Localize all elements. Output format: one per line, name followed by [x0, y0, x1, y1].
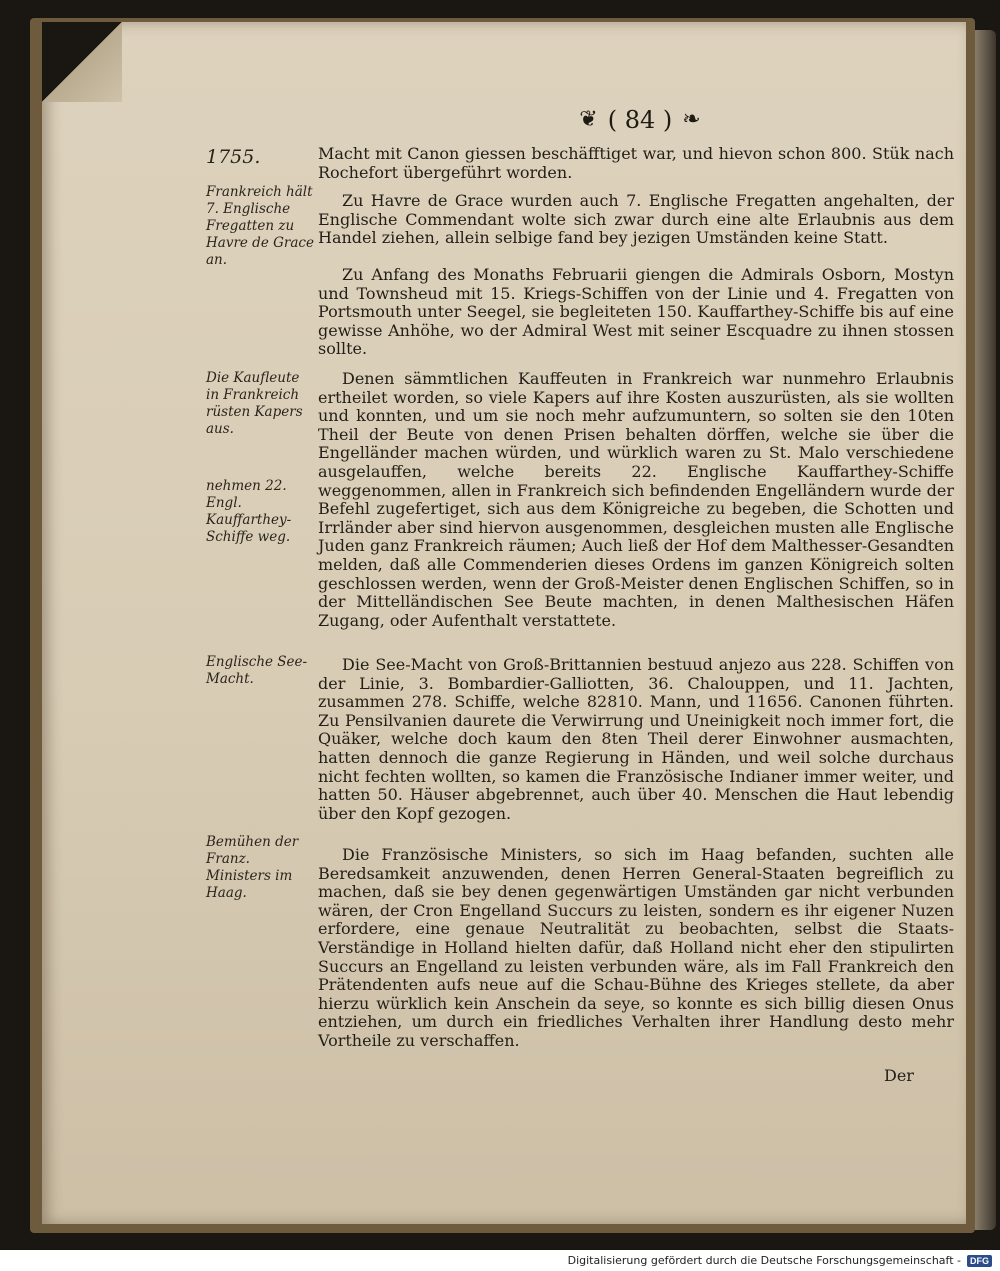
margin-note-fregatten: Frankreich hält 7. Englische Fregatten zu Havre de Grace an. [206, 184, 314, 268]
page-header [530, 100, 750, 140]
folded-corner [42, 22, 122, 102]
page-number: ( 84 ) [607, 106, 673, 134]
year-marker: 1755. [206, 146, 261, 168]
footer-credit: Digitalisierung gefördert durch die Deutsche Forschungsgemeinschaft - [567, 1254, 961, 1267]
paragraph-2: Zu Havre de Grace wurden auch 7. Englische Fregatten angehalten, der Englische Commendant wolte sich zwar durch eine alte Erlaubnis aus dem Handel ziehen, allein selbige fand bey jezigen Umständen keine Statt. [318, 191, 954, 248]
right-ornament-icon: ❧ [682, 107, 701, 132]
margin-note-ministers: Bemühen der Franz. Ministers im Haag. [206, 834, 299, 901]
paragraph-1: Macht mit Canon giessen beschäfftiget war, und hievon schon 800. Stük nach Rochefort übergeführt worden. [318, 144, 954, 182]
paragraph-6: Die Französische Ministers, so sich im Haag befanden, suchten alle Beredsamkeit anzuwenden, denen Herren General-Staaten begreiflich zu machen, daß sie bey denen gegenwärtigen Umständen gar nicht verbunden wären, der Cron Engelland Succurs zu leisten, sondern es ihr eigener Nuzen erfordere, eine genaue Neutralität zu beobachten, selbst die Staats-Verständige in Holland hielten dafür, daß Holland nicht eher den stipulirten Succurs an Engelland zu leisten verbunden wäre, als im Fall Frankreich den Prätendenten aufs neue auf die Schau-Bühne des Krieges stellete, da aber hierzu würklich kein Anschein da seye, so konnte es sich billig diesen Onus entziehen, um durch ein friedliches Verhalten ihrer Handlung desto mehr Vortheile zu verschaffen. [318, 845, 954, 1050]
margin-note-see-macht: Englische See-Macht. [206, 654, 308, 687]
margin-note-kapers: Die Kaufleute in Frankreich rüsten Kapers aus. [206, 370, 303, 437]
left-ornament-icon: ❦ [579, 107, 598, 132]
footer-bar [0, 1250, 1000, 1271]
paragraph-5: Die See-Macht von Groß-Brittannien bestuud anjezo aus 228. Schiffen von der Linie, 3. Bombardier-Galliotten, 36. Chalouppen, und 11. Jachten, zusammen 278. Schiffe, welche 82810. Mann, und 11656. Canonen führten. Zu Pensilvanien daurete die Verwirrung und Uneinigkeit noch immer fort, die Quäker, welche doch kaum den 8ten Theil derer Einwohner ausmachten, hatten dennoch die ganze Regierung in Händen, und weil solche durchaus nicht fechten wollten, so kamen die Französische Indianer immer weiter, und hatten 50. Häuser abgebrennet, auch über 40. Menschen die Haut lebendig über den Kopf gezogen. [318, 655, 954, 823]
dfg-logo: DFG [967, 1255, 992, 1267]
catchword: Der [884, 1066, 914, 1085]
paragraph-3: Zu Anfang des Monaths Februarii giengen die Admirals Osborn, Mostyn und Townsheud mit 15. Kriegs-Schiffen von der Linie und 4. Fregatten von Portsmouth unter Seegel, sie begleiteten 150. Kauffarthey-Schiffe bis auf eine gewisse Anhöhe, wo der Admiral West mit seiner Escquadre zu ihnen stossen sollte. [318, 265, 954, 359]
margin-note-kauffarthey: nehmen 22. Engl. Kauffarthey-Schiffe weg. [206, 478, 292, 545]
paragraph-4: Denen sämmtlichen Kauffeuten in Frankreich war nunmehro Erlaubnis ertheilet worden, so viele Kapers auf ihre Kosten auszurüsten, als sie wollten und konnten, und um sie noch mehr aufzumuntern, so solten sie den 10ten Theil der Beute von denen Prisen behalten dörffen, welche sie über die Engelländer machen würden, und würklich waren zu St. Malo verschiedene ausgelauffen, welche bereits 22. Englische Kauffarthey-Schiffe weggenommen, allen in Frankreich sich befindenden Engelländern wurde der Befehl zugefertiget, sich aus dem Königreiche zu begeben, die Schotten und Irrländer aber sind hiervon ausgenommen, desgleichen musten alle Englische Juden ganz Frankreich räumen; Auch ließ der Hof dem Malthesser-Gesandten melden, daß alle Commenderien dieses Ordens im ganzen Königreich solten geschlossen werden, wenn der Groß-Meister denen Englischen Schiffen, so in der Mittelländischen See Beute machten, in denen Malthesischen Häfen Zugang, oder Aufenthalt verstattete. [318, 369, 954, 630]
